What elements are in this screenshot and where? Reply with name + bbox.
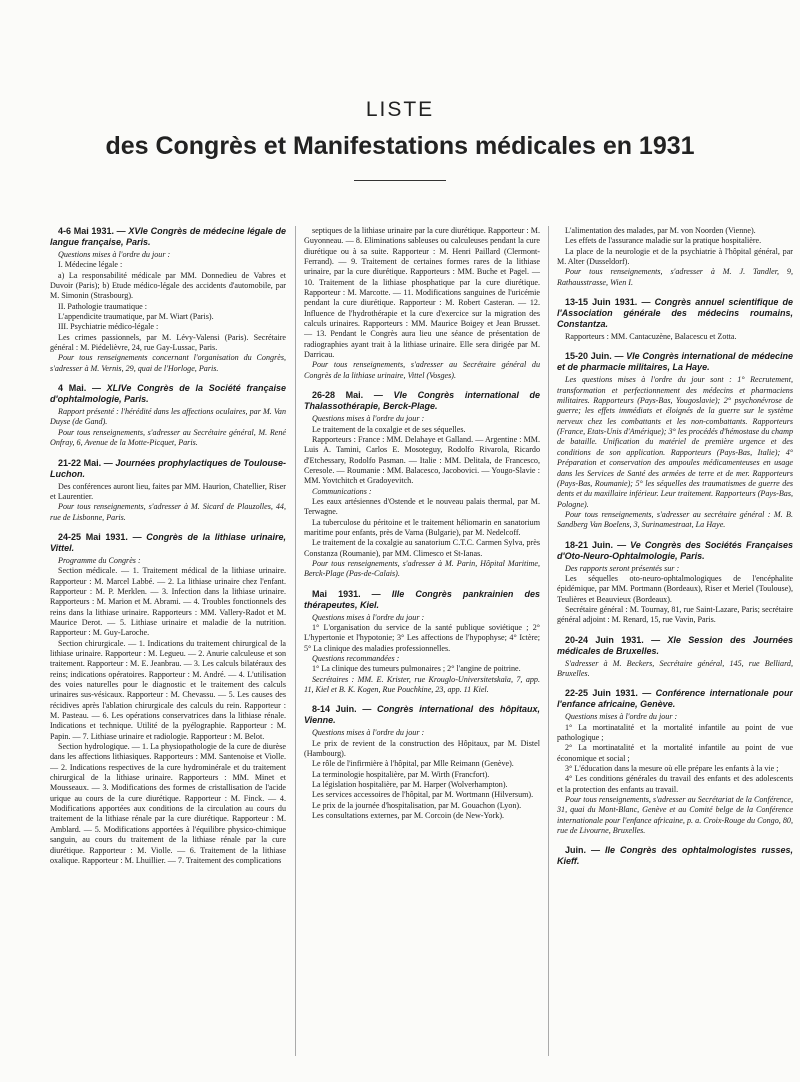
entry-date: 4-6 Mai 1931. xyxy=(58,226,114,236)
entry-paragraph: Rapporteurs : MM. Cantacuzène, Balacescu et Zotta. xyxy=(565,332,737,342)
entry-paragraph: Communications : xyxy=(312,486,372,496)
entry-paragraph: II. Pathologie traumatique : xyxy=(58,301,148,311)
entry-paragraph: 1° La clinique des tumeurs pulmonaires ; 2° l'angine de poitrine. xyxy=(312,664,521,674)
entry-paragraph: Des rapports seront présentés sur : xyxy=(565,563,680,573)
entry-paragraph: septiques de la lithiase urinaire par la cure diurétique. Rapporteur : M. Guyonneau. — 8. Eliminations sableuses ou calculeuses pendant la cure diurétique ou à sa suite. Rapporteur : M. Henri Paillard (Clermont-Ferrand). — 9. Traitement de certaines formes rares de la lithiase urinaire, par la cure diurétique. Rapporteurs : MM. Buche et Pagel. — 10. Traitement de la lithiase phosphatique par la cure diurétique. Rapporteur : M. Marcotte. — 11. Modifications sanguines de l'uricémie pendant la cure diurétique. Rapporteur : M. Robert Casteran. — 12. Influence de l'hydrothérapie et la cure d'exercice sur la migration des calculs urinaires. Rapporteurs : MM. Maurice Boigey et Jean Brusset. — 13. Pendant le Congrès aura lieu une séance de présentation de radiographies ayant trait à la lithiase urinaire. Elle sera dirigée par M. Darricau. xyxy=(304,226,540,360)
entry-paragraph: III. Psychiatrie médico-légale : xyxy=(58,322,159,332)
entry-date: 18-21 Juin. xyxy=(565,539,614,550)
entry-paragraph: Pour tous renseignements, s'adresser au Secrétaire général du Congrès de la lithiase urinaire, Vittel (Vosges). xyxy=(304,360,540,380)
congress-entry xyxy=(557,688,793,836)
page-title: LISTE xyxy=(365,98,435,121)
title-rule xyxy=(354,180,446,181)
entry-paragraph: L'appendicite traumatique, par M. Wiart (Paris). xyxy=(58,312,214,322)
entry-paragraph: I. Médecine légale : xyxy=(58,260,123,270)
entry-date: 4 Mai. xyxy=(58,383,87,394)
congress-entry xyxy=(557,226,793,288)
entry-title: — IIIe Congrès pankrainien des thérapeutes, Kiel. xyxy=(304,588,540,610)
congress-entry xyxy=(50,226,286,374)
congress-entry xyxy=(557,845,793,867)
entry-heading xyxy=(557,540,793,562)
entry-paragraph: Questions recommandées : xyxy=(312,654,400,664)
column-1 xyxy=(50,226,286,1062)
entry-paragraph: Le prix de la journée d'hospitalisation, par M. Gouachon (Lyon). xyxy=(312,800,522,810)
column-separator xyxy=(295,226,296,1056)
entry-paragraph: Les questions mises à l'ordre du jour sont : 1° Recrutement, transformation et perfectionnement des médecins et pharmaciens militaires. Rapporteurs (Pays-Bas, Yougoslavie); 2° psychonévrose de guerre; les effets immédiats et éloignés de la guerre sur le système nerveux chez les combattants et les non-combattants. Rapporteurs (France, Etats-Unis d'Amérique); 3° les procédés d'hémostase du champ de bataille. Unification du matériel de première urgence et des conditions de son application. Rapporteurs (Pays-Bas, Italie); 4° Préparation et conservation des ampoules médicamenteuses en usage dans les Services de Santé des armées de terre et de mer. Rapporteurs (Pays-Bas, Roumanie); 5° les séquelles des traumatismes de guerre des dents et du maxillaire inférieur. Leur traitement. Rapporteurs (Pays-Bas, Pologne). xyxy=(557,375,793,509)
entry-paragraph: Section chirurgicale. — 1. Indications du traitement chirurgical de la lithiase urinaire. Rapporteur : M. Legueu. — 2. Anurie calculeuse et son traitement. Rapporteur : M. E. Jeanbrau. — 3. Les calculs bilatéraux des reins; indications opératoires. Rapporteur : M. André. — 4. L'utilisation des voies naturelles pour le diagnostic et le traitement des calculs urinaires sus-vésicaux. Rapporteur : M. Chevassu. — 5. Les causes des récidives après l'ablation chirurgicale des calculs du rein. Rapporteur : M. Pasteau. — 6. Les opérations conservatrices dans la lithiase rénale. Indications et technique. Utilité de la pyélographie. Rapporteur : M. Papin. — 7. Lithiase urinaire et radiologie. Rapporteur : M. Belot. xyxy=(50,638,286,741)
entry-paragraph: Pour tous renseignements, s'adresser au secrétaire général : M. B. Sandberg Van Boelens, 3, Surinamestraat, La Haye. xyxy=(557,509,793,530)
entry-heading xyxy=(557,635,793,657)
entry-heading xyxy=(50,458,286,480)
entry-paragraph: Secrétaires : MM. E. Krister, rue Krouglo-Universitetskaïa, 7, app. 11, Kiel et B. K. Kogen, Rue Pouchkine, 23, app. 11 Kiel. xyxy=(304,674,540,695)
congress-entry xyxy=(50,383,286,448)
entry-heading xyxy=(304,704,540,726)
entry-paragraph: a) La responsabilité médicale par MM. Donnedieu de Vabres et Duvoir (Paris); b) Etude médico-légale des accidents d'automobile, par M. Simonin (Strasbourg). xyxy=(50,270,286,301)
entry-paragraph: Les effets de l'assurance maladie sur la pratique hospitalière. xyxy=(565,236,762,246)
entry-title: — XLIVe Congrès de la Société française d'ophtalmologie, Paris. xyxy=(50,383,286,405)
entry-title: — Ve Congrès des Sociétés Françaises d'Oto-Neuro-Ophtalmologie, Paris. xyxy=(557,539,793,561)
entry-title: — XIe Session des Journées médicales de Bruxelles. xyxy=(557,634,793,656)
entry-paragraph: 1° L'organisation du service de la santé publique soviétique ; 2° L'hypertonie et l'hypotonie; 3° Les affections de l'hypophyse; 4° Ictère; 5° La clinique des maladies professionnelles. xyxy=(304,623,540,653)
entry-date: Mai 1931. xyxy=(312,588,361,599)
entry-heading xyxy=(50,383,286,405)
entry-paragraph: La terminologie hospitalière, par M. Wirth (Francfort). xyxy=(312,769,490,779)
entry-paragraph: 2° La mortinatalité et la mortalité infantile au point de vue économique et social ; xyxy=(557,743,793,763)
entry-heading xyxy=(557,845,793,867)
congress-entry xyxy=(50,532,286,866)
entry-date: 21-22 Mai. xyxy=(58,457,102,468)
entry-heading xyxy=(50,226,286,248)
entry-paragraph: Le traitement de la coxalgie au sanatorium C.T.C. Carmen Sylva, près Constanza (Roumanie), par MM. Climesco et St-Ianas. xyxy=(304,538,540,558)
entry-date: 20-24 Juin 1931. xyxy=(565,634,644,645)
entry-heading xyxy=(557,688,793,710)
entry-paragraph: Le rôle de l'infirmière à l'hôpital, par Mlle Reimann (Genève). xyxy=(312,759,514,769)
congress-entry xyxy=(557,635,793,680)
entry-title: — Congrès annuel scientifique de l'Association générale des médecins roumains, Constantza. xyxy=(557,297,793,330)
congress-entry xyxy=(557,351,793,530)
entry-paragraph: Les séquelles oto-neuro-ophtalmologiques de l'encéphalite épidémique, par MM. Portmann (Bordeaux), Riser et Meriel (Toulouse), Teulières et Beauvieux (Bordeaux). xyxy=(557,573,793,604)
entry-paragraph: Pour tous renseignements concernant l'organisation du Congrès, s'adresser à M. Vernis, 29, quai de l'Horloge, Paris. xyxy=(50,353,286,373)
entry-date: 26-28 Mai. xyxy=(312,390,364,401)
entry-heading xyxy=(304,589,540,611)
entry-title: — Congrès de la lithiase urinaire, Vittel. xyxy=(50,531,286,553)
entry-paragraph: S'adresser à M. Beckers, Secrétaire général, 145, rue Belliard, Bruxelles. xyxy=(557,658,793,678)
congress-entry xyxy=(557,297,793,342)
entry-paragraph: Questions mises à l'ordre du jour : xyxy=(565,712,678,722)
entry-paragraph: Pour tous renseignements, s'adresser au Secrétariat de la Conférence, 31, quai du Mont-Blanc, Genève et au Comité belge de la Conférence internationale pour l'enfance africaine, p. a. Croix-Rouge du Congo, 80, rue de Livourne, Bruxelles. xyxy=(557,795,793,836)
entry-title: — Journées prophylactiques de Toulouse-Luchon. xyxy=(50,457,286,479)
entry-paragraph: Questions mises à l'ordre du jour : xyxy=(312,414,425,424)
entry-date: 24-25 Mai 1931. xyxy=(58,531,128,542)
entry-paragraph: Les consultations externes, par M. Corcoin (de New-York). xyxy=(312,811,505,821)
entry-paragraph: Rapporteurs : France : MM. Delahaye et Galland. — Argentine : MM. Luis A. Tamini, Carlos E. Mosoteguy, Rodolfo Rivarola, Ricardo d'Etchessary, Rodolfo Pasman. — Italie : MM. Delitala, de Francesco, Ceresole. — Roumanie : MM. Balacesco, Jacobovici. — Yougo-Slavie : MM. Yovtchitch et Gradoyevitch. xyxy=(304,434,540,486)
entry-title: — VIe Congrès international de Thalassothérapie, Berck-Plage. xyxy=(304,390,540,412)
entry-paragraph: La tuberculose du péritoine et le traitement héliomarin en sanatorium maritime pour enfants, près de Varna (Bulgarie), par M. Nedelcoff. xyxy=(304,517,540,537)
entry-paragraph: 1° La mortinatalité et la mortalité infantile au point de vue pathologique ; xyxy=(557,722,793,742)
entry-paragraph: 3° L'éducation dans la mesure où elle prépare les enfants à la vie ; xyxy=(565,764,779,774)
entry-paragraph: Le traitement de la coxalgie et de ses séquelles. xyxy=(312,424,466,434)
entry-date: Juin. xyxy=(565,845,587,856)
entry-paragraph: La place de la neurologie et de la psychiatrie à l'hôpital général, par M. Alter (Dusseldorf). xyxy=(557,246,793,267)
entry-date: 22-25 Juin 1931. xyxy=(565,688,638,699)
entry-paragraph: Section médicale. — 1. Traitement médical de la lithiase urinaire. Rapporteur : M. Marcel Labbé. — 2. La lithiase urinaire chez l'enfant. Rapporteur : M. P. Merklen. — 3. Infection dans la lithiase urinaire. Rapporteurs : M. Marion et M. Abrami. — 4. Troubles fonctionnels des reins dans la lithiase urinaire. Rapporteurs : MM. Vallery-Radot et M. Maurice Derot. — 5. Lithiase urinaire et maladie de la nutrition. Rapporteur : M. Guy-Laroche. xyxy=(50,566,286,638)
column-separator xyxy=(548,226,549,1056)
entry-paragraph: Secrétaire général : M. Tournay, 81, rue Saint-Lazare, Paris; secrétaire général adjoint : M. Renard, 15, rue Vavin, Paris. xyxy=(557,604,793,625)
entry-paragraph: Questions mises à l'ordre du jour : xyxy=(58,250,171,259)
entry-date: 15-20 Juin. xyxy=(565,351,612,362)
entry-paragraph: Les eaux artésiennes d'Ostende et le nouveau palais thermal, par M. Terwagne. xyxy=(304,496,540,517)
entry-paragraph: La législation hospitalière, par M. Harper (Wolverhampton). xyxy=(312,780,508,790)
congress-entry xyxy=(304,704,540,821)
entry-paragraph: Pour tous renseignements, s'adresser à M. Parin, Hôpital Maritime, Berck-Plage (Pas-de-Calais). xyxy=(304,558,540,579)
entry-paragraph: Questions mises à l'ordre du jour : xyxy=(312,728,425,738)
entry-date: 13-15 Juin 1931. xyxy=(565,297,638,308)
entry-title: — Congrès international des hôpitaux, Vienne. xyxy=(304,704,540,726)
congress-entry xyxy=(557,540,793,626)
entry-date: 8-14 Juin. xyxy=(312,704,357,715)
entry-paragraph: Pour tous renseignements, s'adresser à M. J. Tandler, 9, Rathausstrasse, Wien I. xyxy=(557,267,793,287)
page-subtitle: des Congrès et Manifestations médicales en 1931 xyxy=(105,132,695,160)
congress-entry xyxy=(304,589,540,696)
entry-heading xyxy=(50,532,286,554)
entry-paragraph: Section hydrologique. — 1. La physiopathologie de la cure de diurèse dans les affections lithiasiques. Rapporteurs : MM. Santenoise et Violle. — 2. Indications respectives de la cure hydrominérale et du traitement chirurgical de la lithiase urinaire. Rapporteurs : MM. Minet et Mousseaux. — 3. Modifications des formes de cristallisation de l'acide urique au cours de la cure diurétique. Rapporteur : M. Finck. — 4. Modifications apportées aux conditions de la circulation au cours du traitement de la lithiase rénale par la cure diurétique. Rapporteur : M. Amblard. — 5. Modifications apportées à l'équilibre physico-chimique sanguin, au cours du traitement de la lithiase rénale par la cure diurétique. Rapporteur : M. Violle. — 6. Traitement de la lithiase oxalique. Rapporteur : M. Lhuillier. — 7. Traitement des complications xyxy=(50,742,286,865)
congress-entry xyxy=(304,226,540,381)
entry-heading xyxy=(557,351,793,373)
entry-heading xyxy=(304,390,540,412)
column-2 xyxy=(304,226,540,1062)
entry-paragraph: Les services accessoires de l'hôpital, par M. Wortmann (Hilversum). xyxy=(312,790,534,800)
entry-heading xyxy=(557,297,793,330)
entry-title: — IIe Congrès des ophtalmologistes russes, Kieff. xyxy=(557,845,793,867)
entry-paragraph: Pour tous renseignements, s'adresser au Secrétaire général, M. René Onfray, 6, Avenue de la Motte-Picquet, Paris. xyxy=(50,427,286,448)
column-3 xyxy=(557,226,793,1062)
entry-paragraph: 4° Les conditions générales du travail des enfants et des adolescents et la protection des enfants au travail. xyxy=(557,774,793,794)
entry-paragraph: Pour tous renseignements, s'adresser à M. Sicard de Plauzolles, 44, rue de Lisbonne, Paris. xyxy=(50,502,286,522)
entry-title: — VIe Congrès international de médecine et de pharmacie militaires, La Haye. xyxy=(557,351,793,373)
entry-paragraph: Des conférences auront lieu, faites par MM. Haurion, Chatellier, Riser et Laurentier. xyxy=(50,481,286,501)
entry-paragraph: Les crimes passionnels, par M. Lévy-Valensi (Paris). Secrétaire général : M. Piédelièvre, 24, rue Gay-Lussac, Paris. xyxy=(50,332,286,353)
congress-entry xyxy=(50,458,286,523)
congress-entry xyxy=(304,390,540,580)
entry-paragraph: Rapport présenté : l'hérédité dans les affections oculaires, par M. Van Duyse (de Gand). xyxy=(50,407,286,427)
entry-paragraph: Questions mises à l'ordre du jour : xyxy=(312,612,425,622)
entry-title: — Conférence internationale pour l'enfance africaine, Genève. xyxy=(557,688,793,710)
entry-paragraph: Le prix de revient de la construction des Hôpitaux, par M. Distel (Hambourg). xyxy=(304,738,540,759)
entry-title: — XVIe Congrès de médecine légale de langue française, Paris. xyxy=(50,226,286,247)
entry-paragraph: Programme du Congrès : xyxy=(58,555,141,565)
entry-paragraph: L'alimentation des malades, par M. von Noorden (Vienne). xyxy=(565,226,756,235)
